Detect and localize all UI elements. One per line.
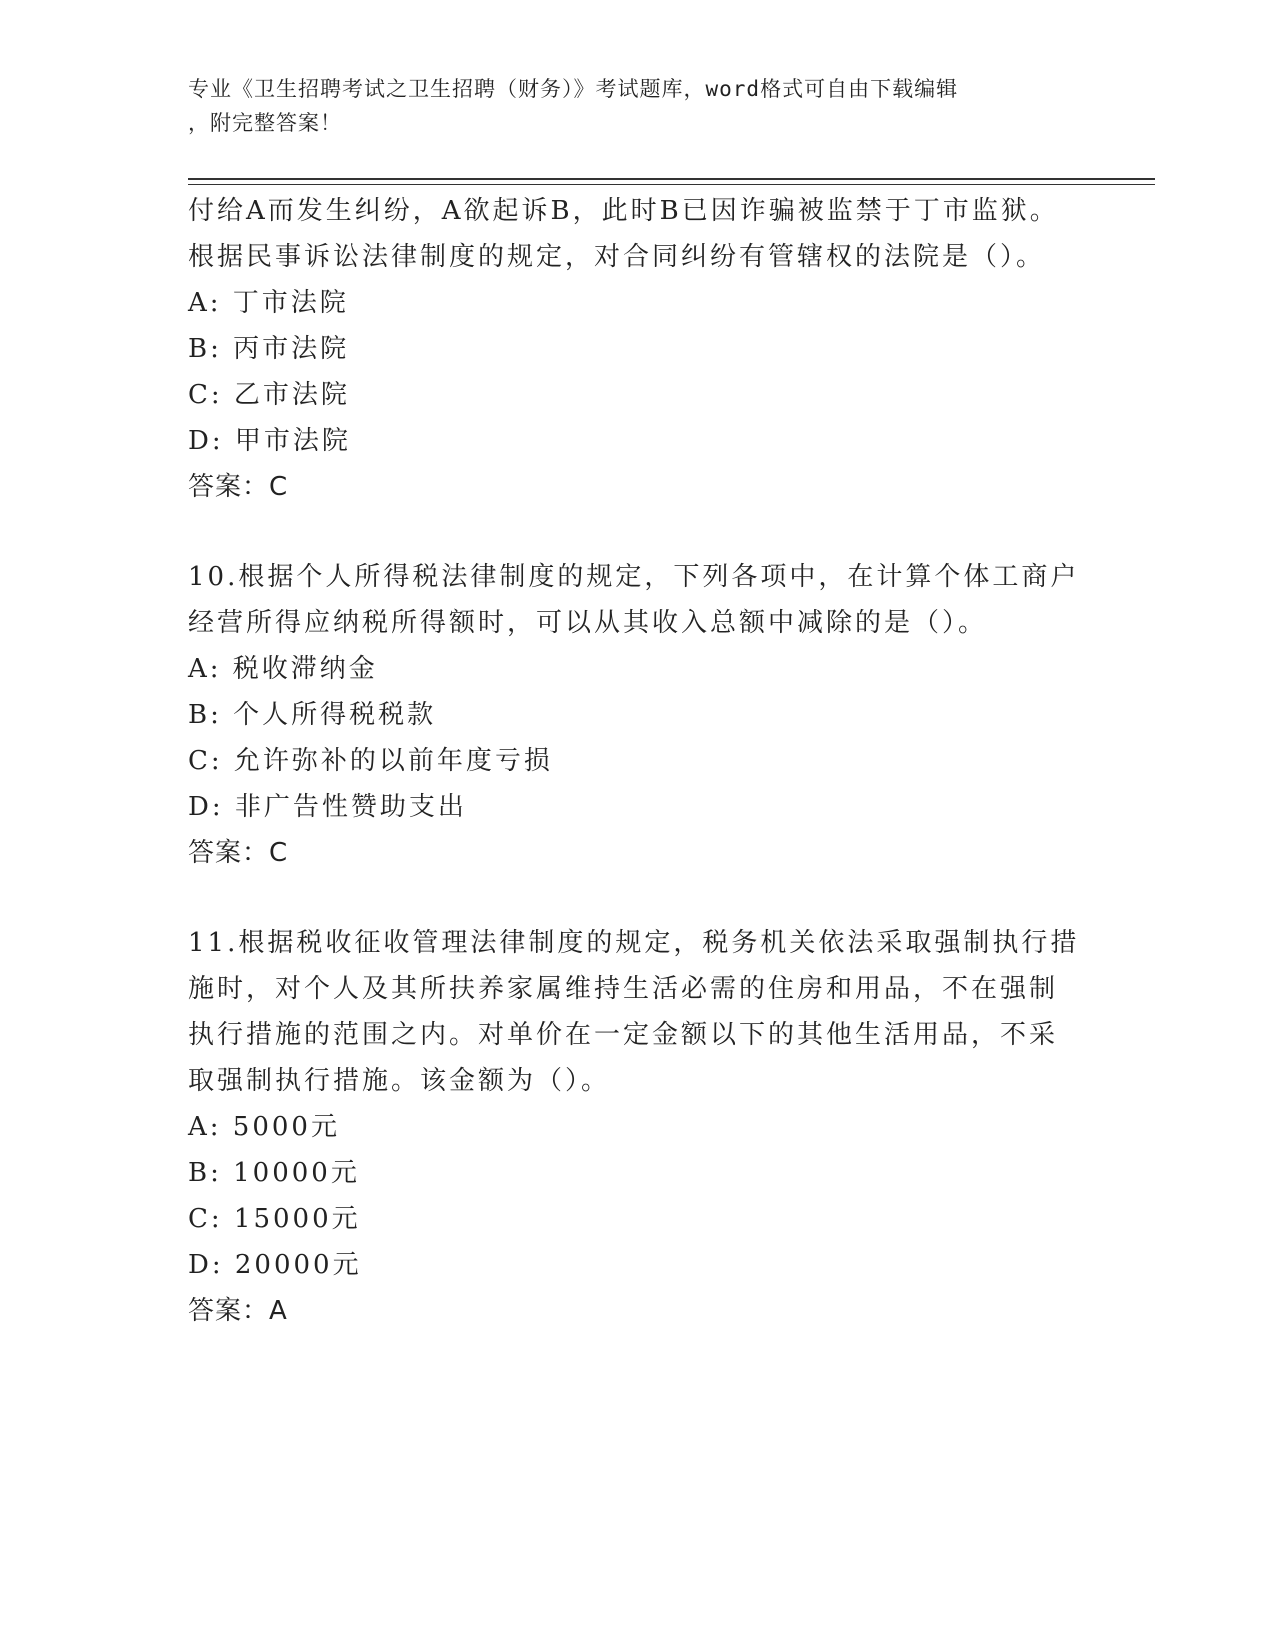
question-10 xyxy=(188,554,1088,876)
header-line-1: 专业《卫生招聘考试之卫生招聘（财务）》考试题库，word格式可自由下载编辑 xyxy=(188,77,959,101)
spacer xyxy=(188,510,1088,554)
option-d: D: 20000元 xyxy=(188,1250,362,1280)
question-text-line: 11.根据税收征收管理法律制度的规定，税务机关依法采取强制执行措 xyxy=(188,928,1080,958)
header-divider-thick xyxy=(188,178,1155,180)
question-text-line: 10.根据个人所得税法律制度的规定，下列各项中，在计算个体工商户 xyxy=(188,562,1080,592)
question-text-line: 付给A而发生纠纷，A欲起诉B，此时B已因诈骗被监禁于丁市监狱。 xyxy=(188,196,1059,226)
option-c: C: 15000元 xyxy=(188,1204,361,1234)
question-text-line: 经营所得应纳税所得额时，可以从其收入总额中减除的是（）。 xyxy=(188,608,988,638)
answer-label: 答案：A xyxy=(188,1296,288,1326)
option-a: A: 5000元 xyxy=(188,1112,340,1142)
spacer xyxy=(188,876,1088,920)
question-11 xyxy=(188,920,1088,1334)
answer-label: 答案：C xyxy=(188,838,289,868)
option-d: D: 非广告性赞助支出 xyxy=(188,792,467,822)
option-a: A: 税收滞纳金 xyxy=(188,654,378,684)
option-b: B: 个人所得税税款 xyxy=(188,700,437,730)
option-b: B: 10000元 xyxy=(188,1158,360,1188)
header-line-2: ，附完整答案！ xyxy=(188,111,342,135)
question-text-line: 根据民事诉讼法律制度的规定，对合同纠纷有管辖权的法院是（）。 xyxy=(188,242,1046,272)
question-list xyxy=(188,188,1088,1334)
document-header xyxy=(188,72,1088,140)
option-c: C: 乙市法院 xyxy=(188,380,350,410)
option-d: D: 甲市法院 xyxy=(188,426,351,456)
question-text-line: 取强制执行措施。该金额为（）。 xyxy=(188,1066,611,1096)
header-divider-thin xyxy=(188,184,1155,185)
question-9 xyxy=(188,188,1088,510)
option-b: B: 丙市法院 xyxy=(188,334,350,364)
option-c: C: 允许弥补的以前年度亏损 xyxy=(188,746,553,776)
option-a: A: 丁市法院 xyxy=(188,288,349,318)
question-text-line: 施时，对个人及其所扶养家属维持生活必需的住房和用品，不在强制 xyxy=(188,974,1059,1004)
question-text-line: 执行措施的范围之内。对单价在一定金额以下的其他生活用品，不采 xyxy=(188,1020,1059,1050)
answer-label: 答案：C xyxy=(188,472,289,502)
